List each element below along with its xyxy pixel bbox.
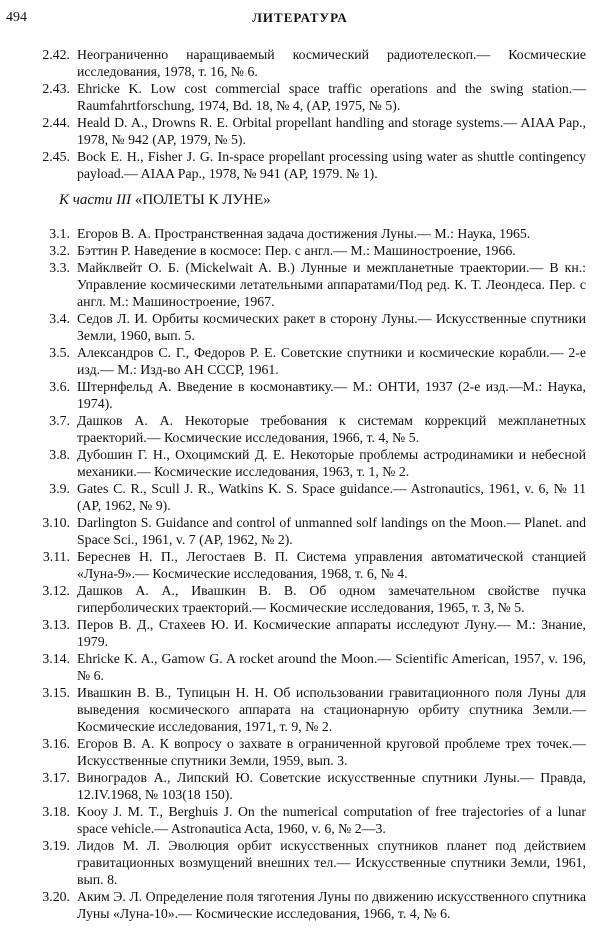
reference-number: 3.9. <box>49 481 70 496</box>
reference-number: 3.6. <box>49 379 70 394</box>
reference-text: Егоров В. А. К вопросу о захвате в ограниченной круговой проблеме трех точек.— Искусственные спутники Земли, 1959, вып. 3. <box>77 736 586 768</box>
reference-number: 3.20. <box>42 889 70 904</box>
reference-entry <box>0 888 600 922</box>
reference-entry <box>0 310 600 344</box>
reference-number: 2.44. <box>42 115 70 130</box>
reference-number: 2.43. <box>42 81 70 96</box>
reference-entry <box>0 80 600 114</box>
section-lead: К части III <box>59 192 132 208</box>
reference-number: 3.5. <box>49 345 70 360</box>
reference-number: 3.10. <box>42 515 70 530</box>
reference-entry <box>0 616 600 650</box>
reference-number: 3.15. <box>42 685 70 700</box>
reference-text: Виноградов А., Липский Ю. Советские искусственные спутники Луны.— Правда, 12.IV.1968, № 103(18 150). <box>77 770 586 802</box>
reference-text: Неограниченно наращиваемый космический радиотелескоп.— Космические исследования, 1978, т. 16, № 6. <box>77 47 586 79</box>
reference-number: 3.8. <box>49 447 70 462</box>
reference-entry <box>0 735 600 769</box>
reference-entry <box>0 684 600 735</box>
reference-number: 2.45. <box>42 149 70 164</box>
section-title: «ПОЛЕТЫ К ЛУНЕ» <box>134 192 271 208</box>
reference-text: Ehricke K. Low cost commercial space traffic operations and the swing station.— Raumfahrtforschung, 1974, Bd. 18, № 4, (AP, 1975, № 5). <box>77 81 586 113</box>
reference-entry <box>0 412 600 446</box>
reference-number: 3.2. <box>49 243 70 258</box>
reference-text: Егоров В. А. Пространственная задача достижения Луны.— М.: Наука, 1965. <box>77 226 531 241</box>
reference-number: 3.1. <box>49 226 70 241</box>
reference-number: 3.11. <box>42 549 70 564</box>
reference-number: 3.3. <box>49 260 70 275</box>
reference-text: Александров С. Г., Федоров Р. Е. Советские спутники и космические корабли.— 2-е изд.— М.: Изд-во АН СССР, 1961. <box>77 345 586 377</box>
page-number: 494 <box>6 10 27 25</box>
reference-list-part3 <box>0 225 600 922</box>
reference-text: Heald D. A., Drowns R. E. Orbital propellant handling and storage systems.— AIAA Pap., 1978, № 942 (AP, 1979, № 5). <box>77 115 586 147</box>
reference-entry <box>0 837 600 888</box>
reference-entry <box>0 148 600 182</box>
reference-text: Аким Э. Л. Определение поля тяготения Луны по движению искусственного спутника Луны «Луна-10».— Космические исследования, 1966, т. 4, № 6. <box>77 889 586 921</box>
reference-list-part2 <box>0 46 600 182</box>
section-heading <box>59 192 271 209</box>
reference-number: 3.7. <box>49 413 70 428</box>
reference-number: 3.18. <box>42 804 70 819</box>
reference-number: 2.42. <box>42 47 70 62</box>
reference-text: Ehricke K. A., Gamow G. A rocket around the Moon.— Scientific American, 1957, v. 196, № 6. <box>77 651 586 683</box>
reference-entry <box>0 514 600 548</box>
reference-text: Перов В. Д., Стахеев Ю. И. Космические аппараты исследуют Луну.— М.: Знание, 1979. <box>77 617 586 649</box>
reference-number: 3.12. <box>42 583 70 598</box>
reference-text: Дубошин Г. Н., Охоцимский Д. Е. Некоторые проблемы астродинамики и небесной механики.— Космические исследования, 1963, т. 1, № 2. <box>77 447 586 479</box>
reference-number: 3.4. <box>49 311 70 326</box>
reference-text: Darlington S. Guidance and control of unmanned solf landings on the Moon.— Planet. and Space Sci., 1961, v. 7 (AP, 1962, № 2). <box>77 515 586 547</box>
reference-text: Бэттин Р. Наведение в космосе: Пер. с англ.— М.: Машиностроение, 1966. <box>77 243 516 258</box>
reference-entry <box>0 582 600 616</box>
reference-number: 3.14. <box>42 651 70 666</box>
reference-entry <box>0 378 600 412</box>
reference-entry <box>0 114 600 148</box>
reference-text: Дашков А. А., Ивашкин В. В. Об одном замечательном свойстве пучка гиперболических траекторий.— Космические исследования, 1965, т. 3, № 5. <box>77 583 586 615</box>
reference-number: 3.17. <box>42 770 70 785</box>
reference-entry <box>0 259 600 310</box>
reference-entry <box>0 803 600 837</box>
reference-entry <box>0 650 600 684</box>
reference-entry <box>0 480 600 514</box>
reference-entry <box>0 46 600 80</box>
reference-text: Ивашкин В. В., Тупицын Н. Н. Об использовании гравитационного поля Луны для выведения космического аппарата на стационарную орбиту спутника Земли.— Космические исследования, 1971, т. 9, № 2. <box>77 685 586 734</box>
reference-entry <box>0 225 600 242</box>
reference-text: Штернфельд А. Введение в космонавтику.— М.: ОНТИ, 1937 (2-е изд.—М.: Наука, 1974). <box>77 379 586 411</box>
reference-text: Майклвейт О. Б. (Mickelwait A. B.) Лунные и межпланетные траектории.— В кн.: Управление космическими летательными аппаратами/Под ред. К. Т. Леондеса. Пер. с англ. М.: Машиностроение, 1967. <box>77 260 586 309</box>
reference-text: Береснев Н. П., Легостаев В. П. Система управления автоматической станцией «Луна-9».— Космические исследования, 1968, т. 6, № 4. <box>77 549 586 581</box>
reference-entry <box>0 769 600 803</box>
running-title: ЛИТЕРАТУРА <box>252 10 348 25</box>
reference-text: Дашков А. А. Некоторые требования к системам коррекций межпланетных траекторий.— Космические исследования, 1966, т. 4, № 5. <box>77 413 586 445</box>
page-header <box>0 10 600 30</box>
reference-number: 3.13. <box>42 617 70 632</box>
reference-text: Седов Л. И. Орбиты космических ракет в сторону Луны.— Искусственные спутники Земли, 1960, вып. 5. <box>77 311 586 343</box>
reference-text: Kooy J. M. T., Berghuis J. On the numerical computation of free trajectories of a lunar space vehicle.— Astronautica Acta, 1960, v. 6, № 2—3. <box>77 804 586 836</box>
reference-text: Лидов М. Л. Эволюция орбит искусственных спутников планет под действием гравитационных возмущений внешних тел.— Искусственные спутники Земли, 1961, вып. 8. <box>77 838 586 887</box>
reference-entry <box>0 446 600 480</box>
reference-entry <box>0 242 600 259</box>
reference-number: 3.16. <box>42 736 70 751</box>
reference-number: 3.19. <box>42 838 70 853</box>
reference-entry <box>0 548 600 582</box>
reference-text: Gates C. R., Scull J. R., Watkins K. S. Space guidance.— Astronautics, 1961, v. 6, № 11 (AP, 1962, № 9). <box>77 481 586 513</box>
reference-text: Bock E. H., Fisher J. G. In-space propellant processing using water as shuttle contingency payload.— AIAA Pap., 1978, № 941 (AP, 1979. № 1). <box>77 149 586 181</box>
reference-entry <box>0 344 600 378</box>
